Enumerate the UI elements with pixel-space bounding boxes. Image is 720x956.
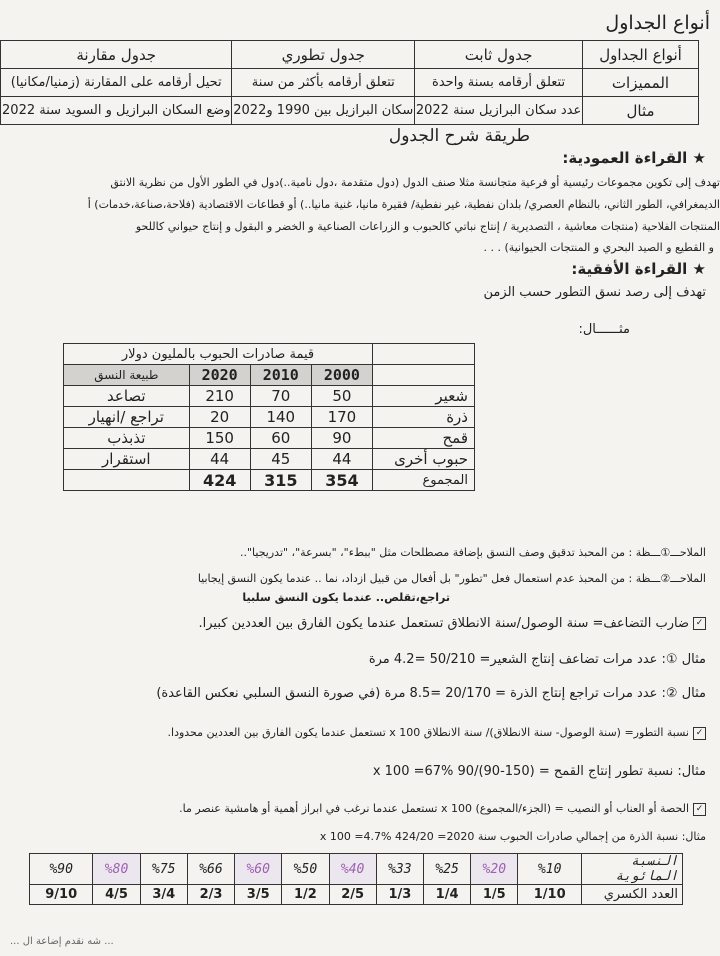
example-4: مثال: نسبة الذرة من إجمالي صادرات الحبوب سنة 2020= 424/20 x 100 =4.7% [319,830,706,843]
frac-cell: 1/4 [423,885,470,905]
formula-text: ضارب التضاعف= سنة الوصول/سنة الانطلاق تستعمل عندما يكون الفارق بين العددين كبيرا. [198,616,689,631]
table-header-cell: جدول ثابت [415,41,583,69]
note-1: الملاحـــ①ـــظة : من المحبذ تدقيق وصف النسق بإضافة مصطلحات مثل "ببطء"، "بسرعة"، "تدريجيا".. [239,546,706,559]
frac-cell: 2/3 [187,885,234,905]
row-label: ذرة [373,407,475,428]
formula-text: نسبة التطور= (سنة الوصول- سنة الانطلاق)/ سنة الانطلاق x 100 تستعمل عندما يكون الفارق بين العددين محدودا. [167,726,689,739]
total-cell: 354 [311,470,372,491]
pct-cell: %20 [471,854,518,885]
example-2: مثال ②: عدد مرات تراجع إنتاج الذرة = 20/170 =8.5 مرة (في صورة النسق السلبي نعكس القاعدة) [156,686,706,701]
frac-cell: 9/10 [30,885,93,905]
table-cell: تحيل أرقامه على المقارنة (زمنيا/مكانيا) [1,69,232,97]
paragraph-line: تهدف إلى تكوين مجموعات رئيسية أو فرعية متجانسة مثلا صنف الدول (دول متقدمة ،دول نامية..)دول في الطور الأول من نظرية الانتق [110,176,720,189]
pct-cell: %60 [235,854,282,885]
table-cell: عدد سكان البرازيل سنة 2022 [415,97,583,125]
heading-text: القراءة العمودية: [562,149,688,167]
table-header-cell: جدول تطوري [232,41,415,69]
heading-text: القراءة الأفقية: [571,260,688,278]
checkbox-icon: ✓ [693,617,706,630]
row-label: العدد الكسري [582,885,683,905]
table-percent-fraction [29,853,683,905]
value-cell: 150 [189,428,250,449]
total-cell: 424 [189,470,250,491]
trend-cell: تصاعد [64,386,190,407]
star-icon: ★ [687,149,706,167]
formula-growth [168,726,706,740]
value-cell: 140 [250,407,311,428]
table-row [64,365,475,386]
table-row-total [64,470,475,491]
horizontal-reading-text: تهدف إلى رصد نسق التطور حسب الزمن [483,285,706,300]
frac-cell: 3/5 [235,885,282,905]
pct-cell: %50 [282,854,329,885]
formula-multiplier [199,616,707,631]
pct-cell: %75 [140,854,187,885]
method-title: طريقة شرح الجدول [388,126,530,146]
table-cell: المميزات [583,69,699,97]
note-2-continued: تراجع،تقلص.. عندما يكون النسق سلبيا [242,591,450,604]
table-cell-empty [373,344,475,365]
value-cell: 90 [311,428,372,449]
frac-cell: 1/2 [282,885,329,905]
year-header: 2020 [189,365,250,386]
formula-text: الحصة أو العناب أو النصيب = (الجزء/المجموع) x 100 تستعمل عندما نرغب في ابراز أهمية أو هامشية عنصر ما. [179,802,689,815]
row-label: شعير [373,386,475,407]
value-cell: 210 [189,386,250,407]
table-row [64,386,475,407]
value-cell: 70 [250,386,311,407]
row-label: النسبة المائوية [582,854,683,885]
formula-share [179,802,706,816]
frac-cell: 4/5 [93,885,140,905]
pct-cell: %80 [93,854,140,885]
table-row [64,344,475,365]
frac-cell: 3/4 [140,885,187,905]
table-grain-exports [63,343,475,491]
table-title: قيمة صادرات الحبوب بالمليون دولار [64,344,373,365]
table-row [64,449,475,470]
value-cell: 170 [311,407,372,428]
table-cell: تتعلق أرقامه بأكثر من سنة [232,69,415,97]
note-2: الملاحـــ②ـــظة : من المحبذ عدم استعمال فعل "تطور" بل أفعال من قبيل ازداد، نما .. عندما يكون النسق إيجابيا [197,572,706,585]
trend-header: طبيعة النسق [64,365,190,386]
paragraph-line: الديمغرافي، الطور الثاني، بالنظام العصري/ بلدان نفطية، غير نفطية/ فقيرة مانيا، غنية مانيا..) أو قطاعات الاقتصادية (فلاحة،صناعة،خدمات) أ [87,198,720,211]
row-label: المجموع [373,470,475,491]
example-3: مثال: نسبة تطور إنتاج القمح = (150-90)/90 x 100 =67% [372,764,706,779]
pct-cell: %66 [187,854,234,885]
trend-cell: استقرار [64,449,190,470]
row-label: حبوب أخرى [373,449,475,470]
pct-cell: %90 [30,854,93,885]
star-icon: ★ [687,260,706,278]
table-types [0,40,699,125]
pct-cell: %40 [329,854,376,885]
table-row [64,428,475,449]
checkbox-icon: ✓ [693,727,706,740]
value-cell: 20 [189,407,250,428]
table-cell-empty [373,365,475,386]
value-cell: 44 [189,449,250,470]
pct-cell: %33 [376,854,423,885]
pct-cell: %10 [518,854,582,885]
table-row [1,41,699,69]
page-title: أنواع الجداول [605,12,710,34]
table-cell: تتعلق أرقامه بسنة واحدة [415,69,583,97]
frac-cell: 1/5 [471,885,518,905]
checkbox-icon: ✓ [693,803,706,816]
frac-cell: 1/10 [518,885,582,905]
table-row [30,854,683,885]
frac-cell: 2/5 [329,885,376,905]
pct-cell: %25 [423,854,470,885]
trend-cell: تراجع /انهيار [64,407,190,428]
table-row [1,69,699,97]
row-label: قمح [373,428,475,449]
paragraph-line: المنتجات الفلاحية (منتجات معاشية ، التصديرية / إنتاج نباتي كالحبوب و الزراعات الصناعية و الخضر و البقول و إنتاج حيواني كاللحو [135,220,720,233]
table-row [30,885,683,905]
value-cell: 50 [311,386,372,407]
example-1: مثال ①: عدد مرات تضاعف إنتاج الشعير= 50/210 =4.2 مرة [368,652,706,667]
table-cell-empty [64,470,190,491]
table-cell: وضع السكان البرازيل و السويد سنة 2022 [1,97,232,125]
table-cell: مثال [583,97,699,125]
paragraph-line: و القطيع و الصيد البحري و المنتجات الحيوانية) . . . [483,241,714,254]
example-label: مثــــــال: [578,322,630,337]
horizontal-reading-heading [571,260,706,278]
total-cell: 315 [250,470,311,491]
vertical-reading-heading [562,149,706,167]
trend-cell: تذبذب [64,428,190,449]
year-header: 2000 [311,365,372,386]
table-row [64,407,475,428]
table-cell: سكان البرازيل بين 1990 و2022 [232,97,415,125]
footer-text: ... شه نقدم إضاعة ال ... [10,936,114,947]
value-cell: 60 [250,428,311,449]
year-header: 2010 [250,365,311,386]
table-header-cell: أنواع الجداول [583,41,699,69]
value-cell: 45 [250,449,311,470]
value-cell: 44 [311,449,372,470]
frac-cell: 1/3 [376,885,423,905]
table-row [1,97,699,125]
table-header-cell: جدول مقارنة [1,41,232,69]
